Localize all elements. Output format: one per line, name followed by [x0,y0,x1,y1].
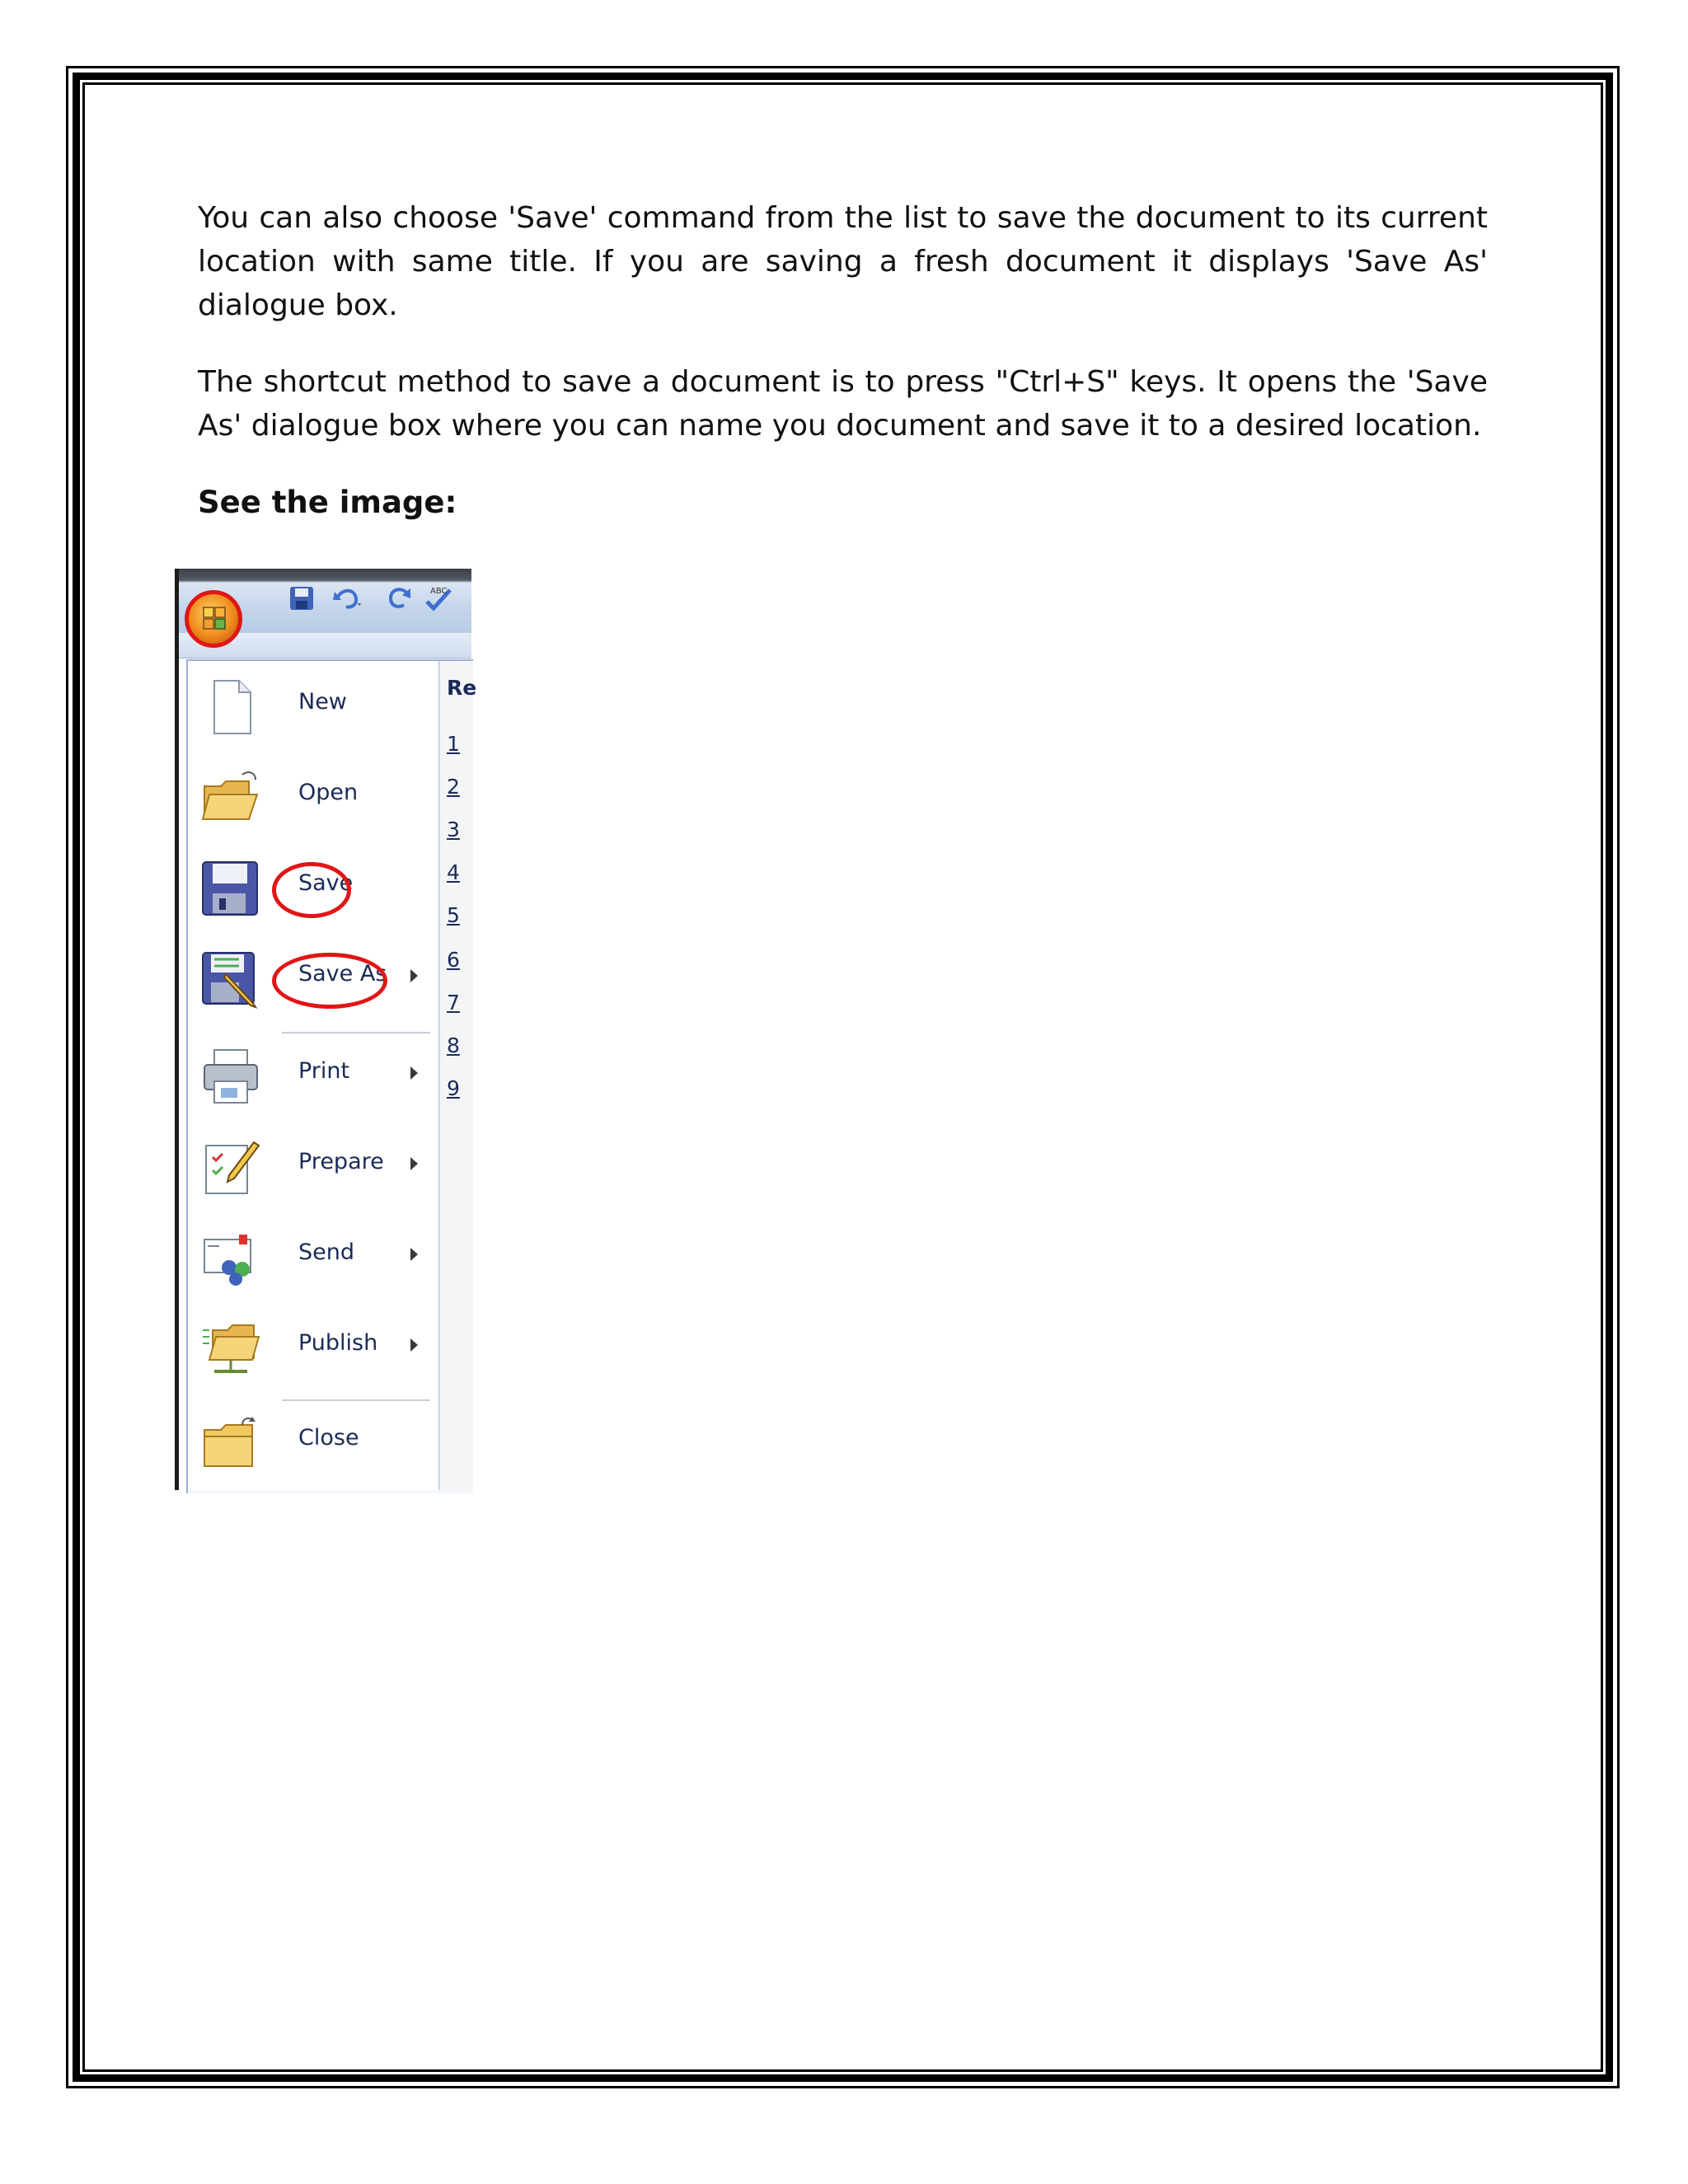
office-logo-icon [202,606,227,630]
menu-label: Close [298,1425,359,1451]
submenu-arrow-icon [410,1338,418,1352]
recent-item-number[interactable]: 4 [447,860,460,884]
recent-documents-header: Re [447,676,477,700]
recent-item-number[interactable]: 6 [447,948,460,972]
redo-icon[interactable] [386,585,414,615]
menu-label: Prepare [298,1149,384,1174]
document-body [198,196,1488,524]
recent-item-number[interactable]: 9 [447,1076,460,1100]
menu-item-close[interactable] [188,1404,435,1486]
save-highlight-circle [272,862,354,918]
menu-item-open[interactable] [188,758,435,841]
menu-label: Print [298,1058,350,1084]
menu-item-prepare[interactable] [188,1127,435,1210]
menu-label: Open [298,780,359,805]
save-as-icon [201,949,260,1009]
prepare-document-icon [201,1137,260,1197]
recent-item-number[interactable]: 7 [447,991,460,1015]
recent-item-number[interactable]: 3 [447,818,460,841]
svg-text:ABC: ABC [430,587,448,596]
publish-icon [201,1319,260,1378]
floppy-disk-icon [201,859,260,918]
menu-item-publish[interactable] [188,1309,435,1391]
menu-item-new[interactable] [188,668,435,750]
submenu-arrow-icon [410,1066,418,1080]
office-menu-screenshot [175,569,477,1490]
paragraph-shortcut: The shortcut method to save a document is to press "Ctrl+S" keys. It opens the 'Save As' dialogue box where you can name you document and save it to a desired location. [198,365,1488,443]
menu-label: New [298,689,347,715]
menu-label: Publish [298,1330,378,1356]
menu-item-send[interactable] [188,1218,435,1301]
submenu-arrow-icon [410,1248,418,1261]
menu-separator [282,1399,430,1401]
menu-label: Save As [298,961,387,987]
office-button[interactable] [185,590,242,648]
send-icon [201,1228,260,1287]
menu-label: Save [298,870,354,896]
quick-save-icon[interactable] [288,585,315,615]
recent-item-number[interactable]: 2 [447,775,460,799]
menu-separator [282,1032,430,1033]
submenu-arrow-icon [410,1157,418,1170]
save-as-highlight-circle [272,953,387,1009]
recent-item-number[interactable]: 1 [447,732,460,756]
submenu-arrow-icon [410,969,418,982]
printer-icon [201,1047,260,1106]
menu-item-print[interactable] [188,1037,435,1119]
paragraph-save-command: You can also choose 'Save' command from the list to save the document to its current location with same title. If you are saving a fresh document it displays 'Save As' dialogue box. [198,201,1488,322]
new-document-icon [201,677,260,737]
spelling-icon[interactable] [424,585,457,615]
undo-icon[interactable] [331,585,364,615]
menu-label: Send [298,1240,355,1265]
recent-item-number[interactable]: 8 [447,1033,460,1057]
close-folder-icon [201,1413,260,1473]
open-folder-icon [201,768,260,827]
recent-item-number[interactable]: 5 [447,903,460,927]
see-image-heading: See the image: [198,485,457,520]
